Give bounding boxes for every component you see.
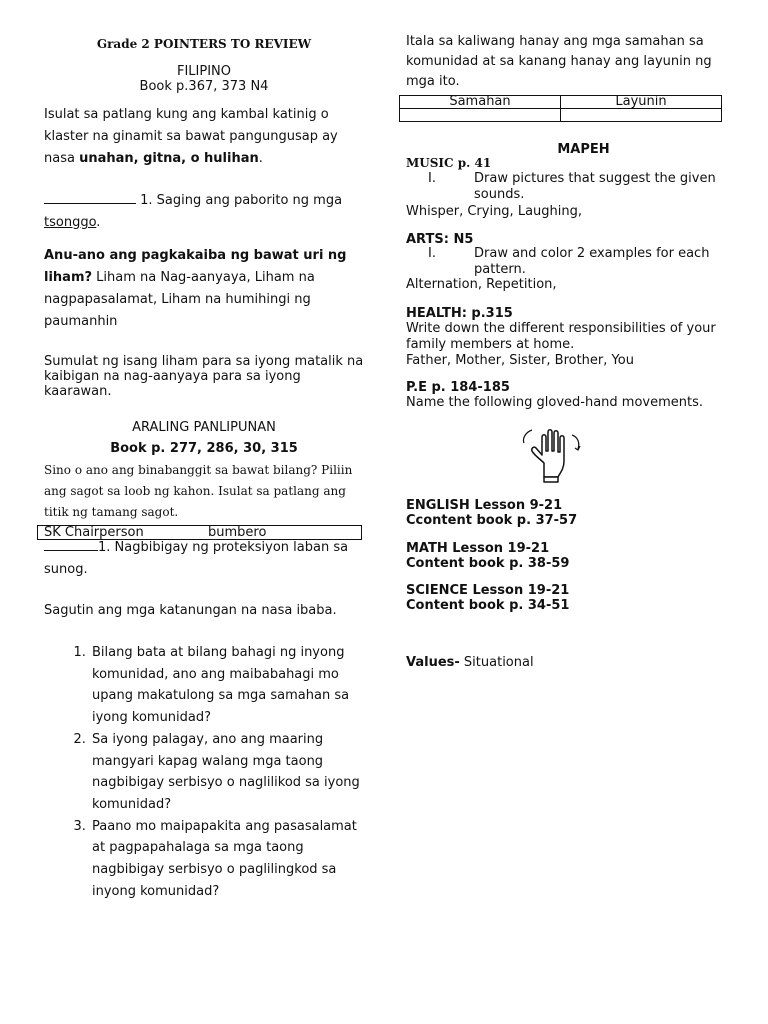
roman-numeral: I. xyxy=(428,171,436,186)
samahan-instruction: Itala sa kaliwang hanay ang mga samahan sa komunidad at sa kanang hanay ang layunin ng mga ito. xyxy=(406,34,712,89)
filipino-instruction xyxy=(44,104,364,170)
math-book: Content book p. 38-59 xyxy=(406,556,570,571)
pe-task: Name the following gloved-hand movements. xyxy=(406,395,704,410)
task-text: Draw pictures that suggest the given sounds. xyxy=(474,171,716,202)
liham-question xyxy=(44,245,364,333)
filipino-item-1 xyxy=(44,190,364,234)
health-items: Father, Mother, Sister, Brother, You xyxy=(406,353,634,368)
question-item: 2. Sa iyong palagay, ano ang maaring mangyari kapag walang mga taong nagbibigay serbisyo o naglilikod sa iyong komunidad? xyxy=(90,729,364,816)
item-text: 1. Nagbibigay ng proteksiyon laban sa sunog. xyxy=(44,540,349,577)
table-cell xyxy=(400,109,561,122)
question-item: 3. Paano mo maipapakita ang pasasalamat at pagpapahalaga sa mga taong nagbibigay serbisyo o paglilingkod sa inyong komunidad? xyxy=(90,816,364,903)
answer-blank xyxy=(44,538,98,551)
mapeh-title: MAPEH xyxy=(557,142,610,157)
choice-option: SK Chairperson xyxy=(44,525,144,540)
item-end: . xyxy=(96,215,101,230)
values-text: Situational xyxy=(459,655,534,670)
question-bold-text: Anu-ano ang pagkakaiba ng bawat uri ng liham? xyxy=(44,248,347,285)
music-task xyxy=(406,171,726,203)
health-task: Write down the different responsibilities of your family members at home. xyxy=(406,321,716,352)
question-text: Liham na Nag-aanyaya, Liham na nagpapasalamat, Liham na humihingi ng paumanhin xyxy=(44,270,315,329)
answer-prompt: Sagutin ang mga katanungan na nasa ibaba. xyxy=(44,603,337,618)
table-cell xyxy=(561,109,722,122)
choice-option: bumbero xyxy=(208,525,267,540)
table-header-samahan: Samahan xyxy=(400,96,561,109)
roman-numeral: I. xyxy=(428,246,436,261)
arts-heading: ARTS: N5 xyxy=(406,232,474,247)
ap-section-heading xyxy=(44,417,364,459)
question-list xyxy=(44,642,364,902)
filipino-section-heading xyxy=(44,64,364,94)
ap-instruction: Sino o ano ang binabanggit sa bawat bilang? Piliin ang sagot sa loob ng kahon. Isulat sa patlang ang titik ng tamang sagot. xyxy=(44,463,353,519)
arts-task xyxy=(406,246,726,278)
arts-items: Alternation, Repetition, xyxy=(406,277,557,292)
table-header-layunin: Layunin xyxy=(561,96,722,109)
underlined-word: tsonggo xyxy=(44,215,97,230)
science-block xyxy=(406,583,726,613)
music-task-item xyxy=(406,171,726,203)
english-block xyxy=(406,498,726,528)
gloved-hand-icon xyxy=(522,425,592,485)
music-heading: MUSIC p. 41 xyxy=(406,156,492,170)
question-item: 1. Bilang bata at bilang bahagi ng inyong komunidad, ano ang maibabahagi mo upang makatulong sa mga samahan sa iyong komunidad? xyxy=(90,642,364,729)
health-heading: HEALTH: p.315 xyxy=(406,306,513,321)
filipino-title: FILIPINO xyxy=(176,64,232,79)
samahan-table xyxy=(399,95,722,122)
science-book: Content book p. 34-51 xyxy=(406,598,570,613)
instruction-text: Isulat sa patlang kung ang kambal katinig o klaster na ginamit sa bawat pangungusap ay nasa xyxy=(44,107,338,166)
music-items: Whisper, Crying, Laughing, xyxy=(406,204,582,219)
instruction-bold-text: unahan, gitna, o hulihan xyxy=(79,151,259,166)
task-text: Draw and color 2 examples for each pattern. xyxy=(474,246,710,277)
english-book: Ccontent book p. 37-57 xyxy=(406,513,578,528)
letter-task: Sumulat ng isang liham para sa iyong matalik na kaibigan na nag-aanyaya para sa iyong kaarawan. xyxy=(44,354,364,399)
ap-book-ref: Book p. 277, 286, 30, 315 xyxy=(110,441,298,456)
instruction-end: . xyxy=(258,151,263,166)
values-label: Values- xyxy=(406,655,460,670)
english-lesson: ENGLISH Lesson 9-21 xyxy=(406,498,563,513)
arts-task-item xyxy=(406,246,726,278)
filipino-book-ref: Book p.367, 373 N4 xyxy=(139,79,269,94)
item-text: 1. Saging ang paborito ng mga xyxy=(136,193,343,208)
ap-title: ARALING PANLIPUNAN xyxy=(132,420,276,435)
values-line xyxy=(406,655,726,670)
pe-heading: P.E p. 184-185 xyxy=(406,380,510,395)
science-lesson: SCIENCE Lesson 19-21 xyxy=(406,583,570,598)
ap-item-1 xyxy=(44,537,364,581)
answer-blank xyxy=(44,191,136,204)
math-block xyxy=(406,541,726,571)
page-header: Grade 2 POINTERS TO REVIEW xyxy=(96,37,312,51)
math-lesson: MATH Lesson 19-21 xyxy=(406,541,550,556)
